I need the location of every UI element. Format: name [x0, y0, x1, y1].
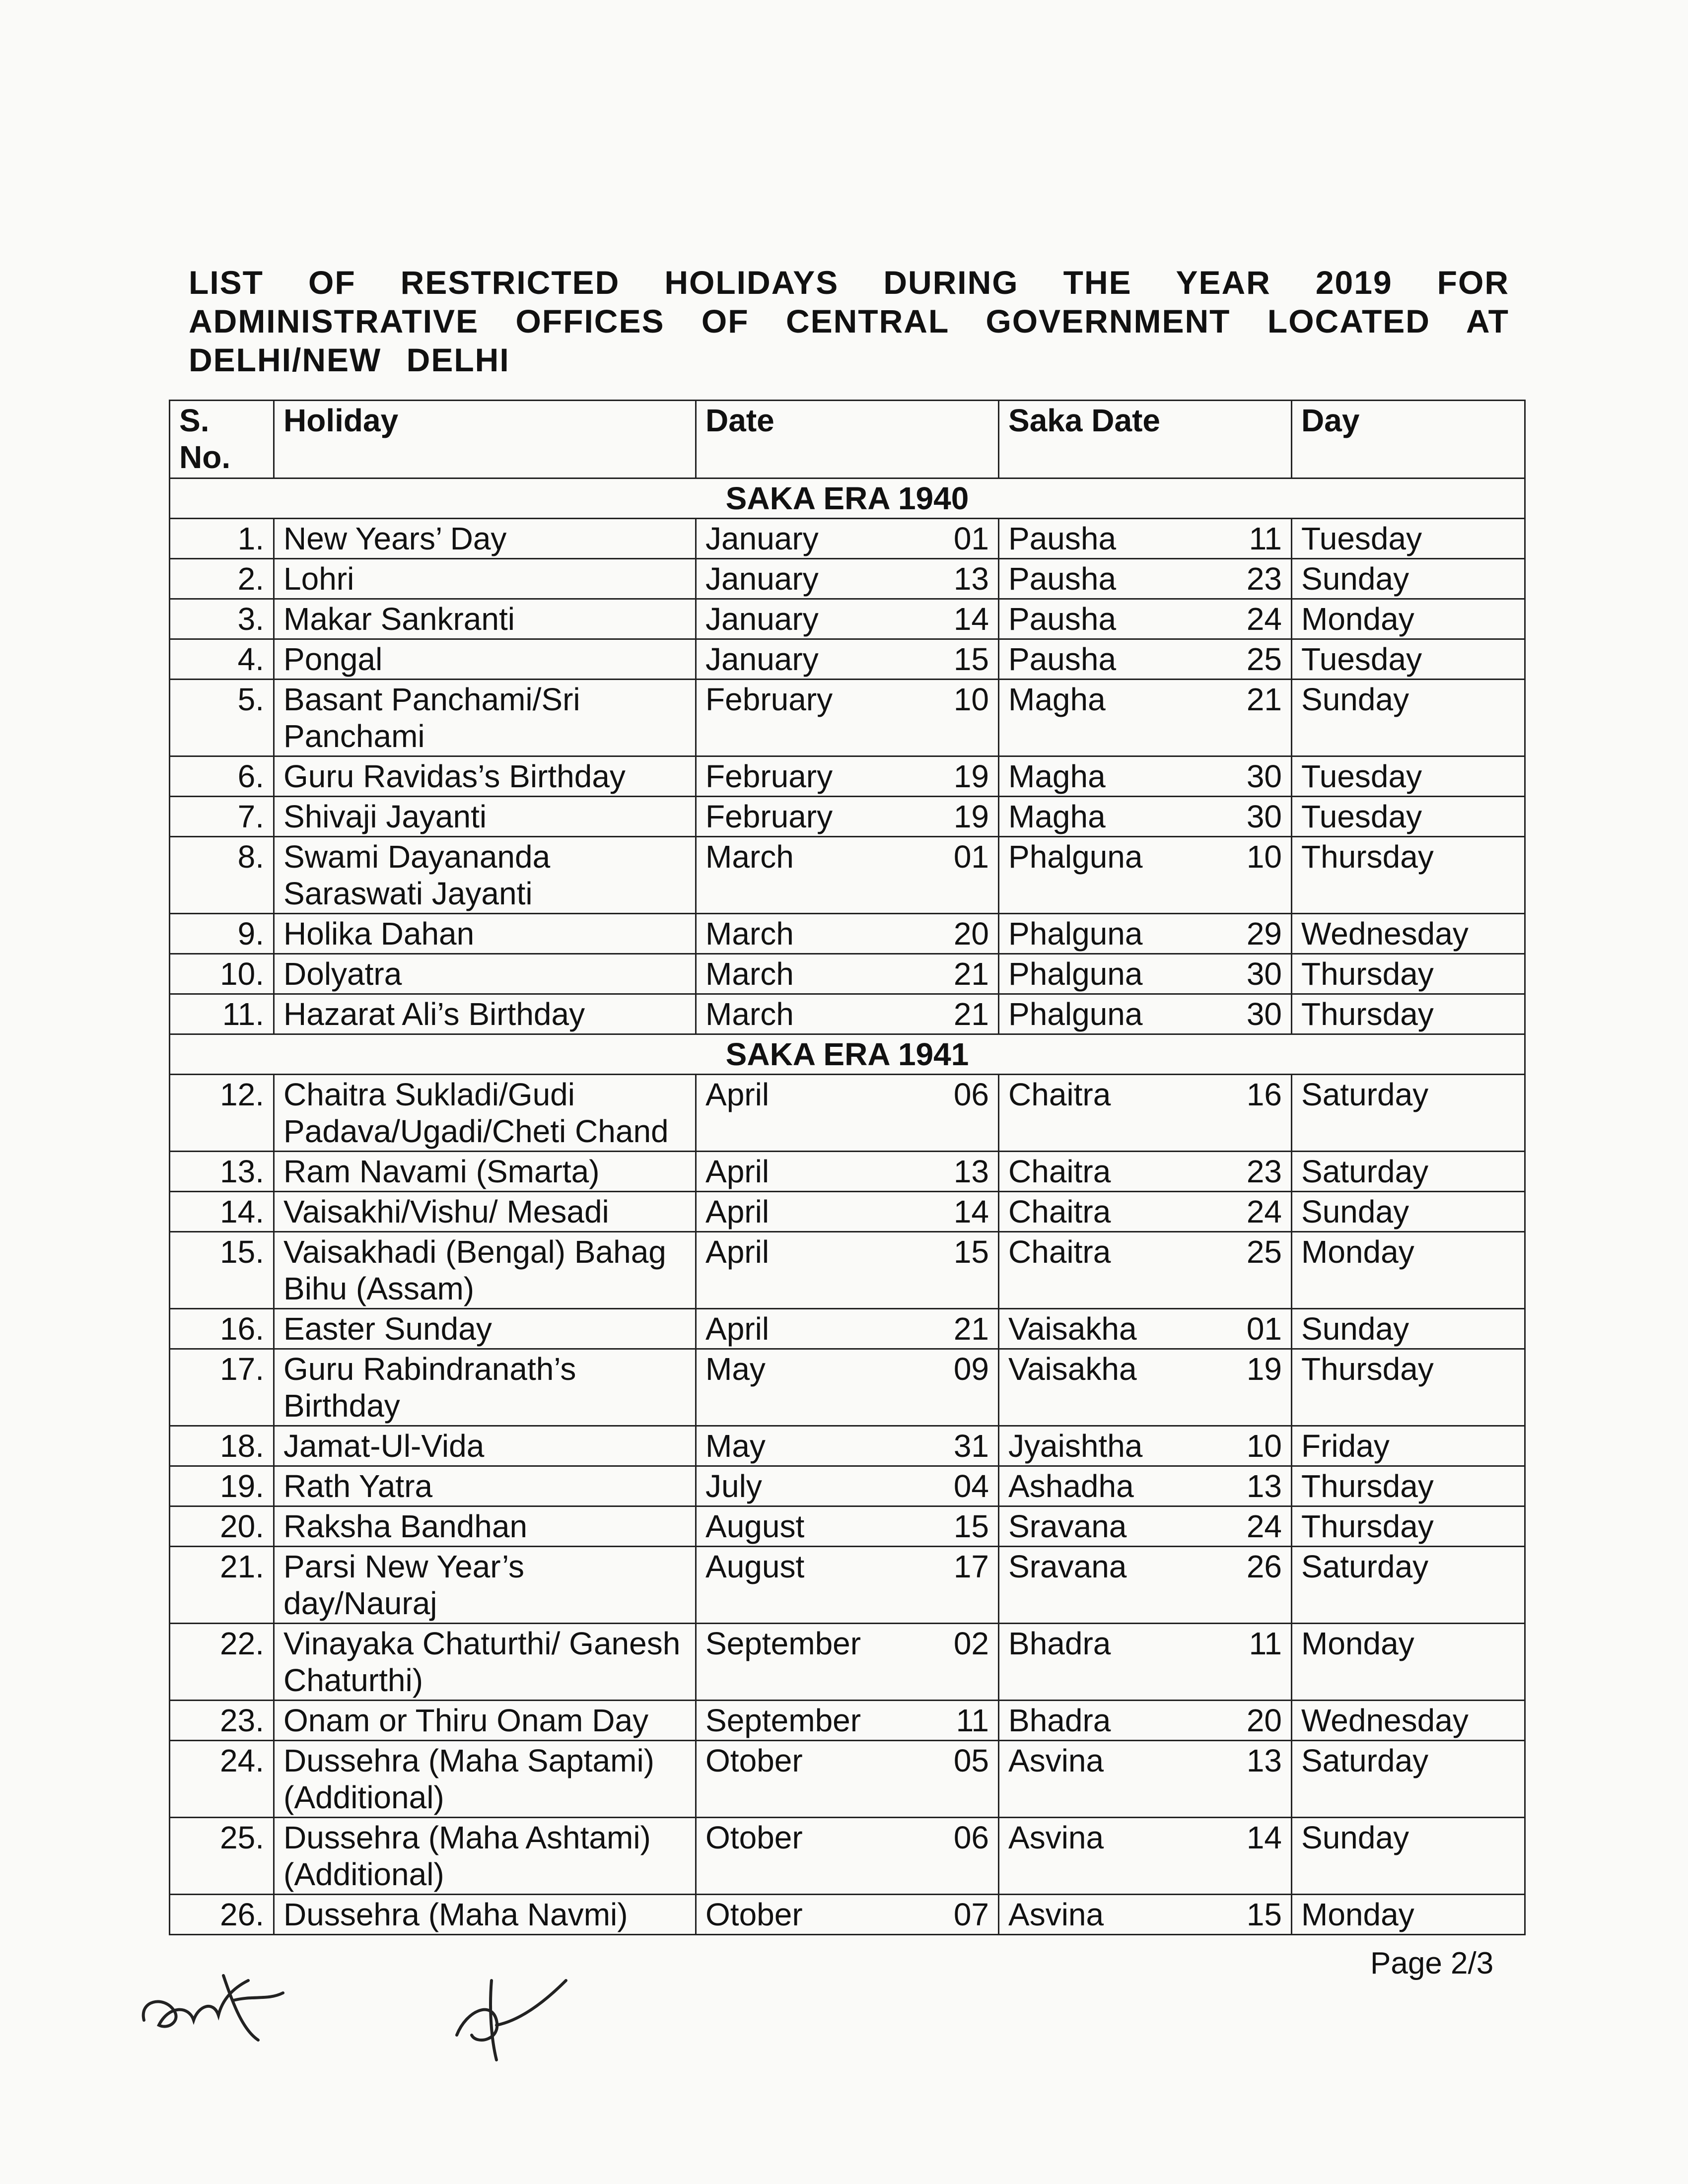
saka-date-cell — [999, 1701, 1292, 1741]
saka-month: Ashadha — [1008, 1468, 1134, 1504]
saka-date-cell — [999, 639, 1292, 680]
saka-day: 30 — [1246, 799, 1282, 834]
serial-number: 9. — [170, 914, 274, 954]
serial-number: 7. — [170, 797, 274, 837]
date-day: 20 — [953, 916, 989, 952]
weekday: Sunday — [1292, 680, 1525, 756]
table-body — [170, 478, 1525, 1935]
date-month: March — [705, 956, 794, 992]
saka-month: Chaitra — [1008, 1194, 1111, 1229]
saka-month: Asvina — [1008, 1897, 1104, 1932]
page-number: Page 2/3 — [1370, 1946, 1494, 1980]
saka-date-cell — [999, 954, 1292, 994]
date-cell — [696, 954, 999, 994]
date-month: September — [705, 1703, 861, 1738]
date-cell — [696, 1309, 999, 1349]
saka-day: 15 — [1246, 1897, 1282, 1932]
weekday: Wednesday — [1292, 1701, 1525, 1741]
date-month: April — [705, 1234, 770, 1270]
saka-month: Phalguna — [1008, 839, 1143, 875]
holiday-name: Parsi New Year’s day/Nauraj — [274, 1547, 696, 1624]
saka-month: Vaisakha — [1008, 1351, 1137, 1387]
serial-number: 14. — [170, 1192, 274, 1232]
saka-date-cell — [999, 1741, 1292, 1818]
date-day: 06 — [953, 1077, 989, 1112]
weekday: Thursday — [1292, 994, 1525, 1034]
serial-number: 15. — [170, 1232, 274, 1309]
serial-number: 24. — [170, 1741, 274, 1818]
saka-month: Sravana — [1008, 1508, 1127, 1544]
date-month: July — [705, 1468, 762, 1504]
holiday-name: Vaisakhadi (Bengal) Bahag Bihu (Assam) — [274, 1232, 696, 1309]
date-day: 15 — [953, 1508, 989, 1544]
document-title: LIST OF RESTRICTED HOLIDAYS DURING THE YEAR 2019 FOR ADMINISTRATIVE OFFICES OF CENTRAL GOVERNMENT LOCATED AT DELHI/NEW DELHI — [189, 264, 1509, 378]
date-day: 04 — [953, 1468, 989, 1504]
saka-month: Chaitra — [1008, 1154, 1111, 1189]
saka-month: Chaitra — [1008, 1077, 1111, 1112]
weekday: Monday — [1292, 1232, 1525, 1309]
date-month: February — [705, 758, 833, 794]
serial-number: 5. — [170, 680, 274, 756]
date-cell — [696, 1426, 999, 1466]
date-month: February — [705, 682, 833, 717]
date-cell — [696, 1506, 999, 1547]
weekday: Saturday — [1292, 1152, 1525, 1192]
date-day: 21 — [953, 956, 989, 992]
holiday-name: Easter Sunday — [274, 1309, 696, 1349]
holiday-name: Dolyatra — [274, 954, 696, 994]
saka-date-cell — [999, 1192, 1292, 1232]
date-cell — [696, 639, 999, 680]
saka-day: 26 — [1246, 1549, 1282, 1584]
table-row — [170, 1701, 1525, 1741]
saka-date-cell — [999, 1466, 1292, 1506]
era-heading: SAKA ERA 1941 — [170, 1034, 1525, 1075]
era-row — [170, 478, 1525, 519]
date-month: May — [705, 1351, 766, 1387]
saka-date-cell — [999, 680, 1292, 756]
date-day: 14 — [953, 601, 989, 637]
table-row — [170, 954, 1525, 994]
holiday-name: Rath Yatra — [274, 1466, 696, 1506]
serial-number: 3. — [170, 599, 274, 639]
holiday-name: Guru Rabindranath’s Birthday — [274, 1349, 696, 1426]
era-heading: SAKA ERA 1940 — [170, 478, 1525, 519]
saka-date-cell — [999, 1547, 1292, 1624]
date-month: March — [705, 839, 794, 875]
saka-day: 25 — [1246, 1234, 1282, 1270]
saka-date-cell — [999, 1075, 1292, 1152]
holiday-name: Dussehra (Maha Navmi) — [274, 1895, 696, 1935]
date-cell — [696, 994, 999, 1034]
signature-mark-2 — [437, 1961, 576, 2070]
table-row — [170, 1152, 1525, 1192]
weekday: Sunday — [1292, 1309, 1525, 1349]
saka-date-cell — [999, 1895, 1292, 1935]
serial-number: 2. — [170, 559, 274, 599]
saka-month: Phalguna — [1008, 916, 1143, 952]
saka-day: 30 — [1246, 996, 1282, 1032]
date-month: January — [705, 601, 819, 637]
date-day: 05 — [953, 1743, 989, 1778]
date-month: April — [705, 1194, 770, 1229]
saka-day: 20 — [1246, 1703, 1282, 1738]
table-row — [170, 797, 1525, 837]
header-day: Day — [1292, 401, 1525, 478]
date-day: 14 — [953, 1194, 989, 1229]
date-month: January — [705, 641, 819, 677]
date-day: 10 — [953, 682, 989, 717]
holiday-name: Raksha Bandhan — [274, 1506, 696, 1547]
table-row — [170, 599, 1525, 639]
date-day: 17 — [953, 1549, 989, 1584]
saka-date-cell — [999, 797, 1292, 837]
date-cell — [696, 559, 999, 599]
holiday-name: Vaisakhi/Vishu/ Mesadi — [274, 1192, 696, 1232]
weekday: Saturday — [1292, 1741, 1525, 1818]
saka-date-cell — [999, 1152, 1292, 1192]
date-cell — [696, 1624, 999, 1701]
saka-day: 19 — [1246, 1351, 1282, 1387]
serial-number: 25. — [170, 1818, 274, 1895]
date-month: April — [705, 1154, 770, 1189]
date-cell — [696, 1349, 999, 1426]
weekday: Friday — [1292, 1426, 1525, 1466]
serial-number: 10. — [170, 954, 274, 994]
saka-date-cell — [999, 1349, 1292, 1426]
date-month: March — [705, 996, 794, 1032]
holiday-name: Pongal — [274, 639, 696, 680]
date-day: 06 — [953, 1820, 989, 1855]
date-day: 15 — [953, 1234, 989, 1270]
date-cell — [696, 519, 999, 559]
weekday: Thursday — [1292, 1349, 1525, 1426]
saka-day: 24 — [1246, 601, 1282, 637]
date-cell — [696, 837, 999, 914]
holiday-name: Guru Ravidas’s Birthday — [274, 756, 696, 797]
saka-day: 24 — [1246, 1508, 1282, 1544]
date-day: 01 — [953, 839, 989, 875]
saka-month: Chaitra — [1008, 1234, 1111, 1270]
table-row — [170, 1192, 1525, 1232]
serial-number: 6. — [170, 756, 274, 797]
serial-number: 4. — [170, 639, 274, 680]
weekday: Tuesday — [1292, 519, 1525, 559]
saka-day: 25 — [1246, 641, 1282, 677]
saka-month: Vaisakha — [1008, 1311, 1137, 1347]
weekday: Sunday — [1292, 1192, 1525, 1232]
saka-day: 13 — [1246, 1743, 1282, 1778]
serial-number: 22. — [170, 1624, 274, 1701]
date-cell — [696, 1547, 999, 1624]
date-cell — [696, 1075, 999, 1152]
saka-month: Pausha — [1008, 601, 1117, 637]
date-month: April — [705, 1311, 770, 1347]
saka-day: 16 — [1246, 1077, 1282, 1112]
weekday: Saturday — [1292, 1075, 1525, 1152]
date-month: March — [705, 916, 794, 952]
table-row — [170, 639, 1525, 680]
serial-number: 13. — [170, 1152, 274, 1192]
saka-day: 10 — [1246, 839, 1282, 875]
saka-date-cell — [999, 1426, 1292, 1466]
table-row — [170, 1506, 1525, 1547]
date-cell — [696, 1152, 999, 1192]
saka-month: Bhadra — [1008, 1626, 1111, 1661]
table-row — [170, 680, 1525, 756]
table-row — [170, 559, 1525, 599]
table-row — [170, 1466, 1525, 1506]
saka-month: Jyaishtha — [1008, 1428, 1143, 1464]
table-row — [170, 1741, 1525, 1818]
holiday-name: New Years’ Day — [274, 519, 696, 559]
saka-date-cell — [999, 756, 1292, 797]
holiday-name: Lohri — [274, 559, 696, 599]
date-day: 19 — [953, 758, 989, 794]
saka-day: 30 — [1246, 956, 1282, 992]
date-month: April — [705, 1077, 770, 1112]
weekday: Monday — [1292, 1895, 1525, 1935]
saka-day: 11 — [1249, 1626, 1282, 1661]
weekday: Thursday — [1292, 1506, 1525, 1547]
holiday-name: Holika Dahan — [274, 914, 696, 954]
date-day: 02 — [953, 1626, 989, 1661]
date-cell — [696, 1466, 999, 1506]
era-row — [170, 1034, 1525, 1075]
saka-day: 29 — [1246, 916, 1282, 952]
weekday: Tuesday — [1292, 797, 1525, 837]
date-day: 21 — [953, 996, 989, 1032]
date-month: August — [705, 1508, 805, 1544]
serial-number: 20. — [170, 1506, 274, 1547]
date-cell — [696, 1895, 999, 1935]
weekday: Tuesday — [1292, 639, 1525, 680]
weekday: Thursday — [1292, 954, 1525, 994]
weekday: Wednesday — [1292, 914, 1525, 954]
saka-month: Magha — [1008, 799, 1106, 834]
saka-day: 23 — [1246, 1154, 1282, 1189]
date-day: 13 — [953, 1154, 989, 1189]
date-cell — [696, 680, 999, 756]
serial-number: 12. — [170, 1075, 274, 1152]
saka-date-cell — [999, 1818, 1292, 1895]
serial-number: 1. — [170, 519, 274, 559]
saka-month: Asvina — [1008, 1820, 1104, 1855]
table-row — [170, 1075, 1525, 1152]
saka-month: Asvina — [1008, 1743, 1104, 1778]
signature-mark-1 — [134, 1946, 298, 2065]
serial-number: 23. — [170, 1701, 274, 1741]
serial-number: 26. — [170, 1895, 274, 1935]
saka-date-cell — [999, 994, 1292, 1034]
saka-month: Magha — [1008, 682, 1106, 717]
holiday-name: Hazarat Ali’s Birthday — [274, 994, 696, 1034]
serial-number: 11. — [170, 994, 274, 1034]
table-row — [170, 1895, 1525, 1935]
table-row — [170, 519, 1525, 559]
saka-date-cell — [999, 559, 1292, 599]
date-day: 01 — [953, 521, 989, 556]
saka-day: 23 — [1246, 561, 1282, 597]
date-cell — [696, 797, 999, 837]
serial-number: 16. — [170, 1309, 274, 1349]
saka-day: 14 — [1246, 1820, 1282, 1855]
table-row — [170, 756, 1525, 797]
serial-number: 19. — [170, 1466, 274, 1506]
date-day: 09 — [953, 1351, 989, 1387]
table-header-row — [170, 401, 1525, 478]
date-cell — [696, 1701, 999, 1741]
saka-date-cell — [999, 914, 1292, 954]
table-row — [170, 914, 1525, 954]
saka-day: 13 — [1246, 1468, 1282, 1504]
date-day: 13 — [953, 561, 989, 597]
saka-month: Sravana — [1008, 1549, 1127, 1584]
holiday-name: Swami Dayananda Saraswati Jayanti — [274, 837, 696, 914]
table-row — [170, 994, 1525, 1034]
date-cell — [696, 756, 999, 797]
serial-number: 18. — [170, 1426, 274, 1466]
header-holiday: Holiday — [274, 401, 696, 478]
weekday: Thursday — [1292, 1466, 1525, 1506]
date-day: 21 — [953, 1311, 989, 1347]
holiday-name: Basant Panchami/Sri Panchami — [274, 680, 696, 756]
saka-month: Magha — [1008, 758, 1106, 794]
weekday: Tuesday — [1292, 756, 1525, 797]
saka-day: 01 — [1246, 1311, 1282, 1347]
saka-date-cell — [999, 837, 1292, 914]
saka-day: 21 — [1246, 682, 1282, 717]
holiday-name: Vinayaka Chaturthi/ Ganesh Chaturthi) — [274, 1624, 696, 1701]
saka-date-cell — [999, 599, 1292, 639]
saka-month: Pausha — [1008, 521, 1117, 556]
weekday: Thursday — [1292, 837, 1525, 914]
serial-number: 21. — [170, 1547, 274, 1624]
table-row — [170, 1309, 1525, 1349]
date-cell — [696, 599, 999, 639]
date-day: 07 — [953, 1897, 989, 1932]
saka-month: Pausha — [1008, 641, 1117, 677]
date-day: 31 — [953, 1428, 989, 1464]
date-day: 15 — [953, 641, 989, 677]
date-cell — [696, 1232, 999, 1309]
holiday-name: Ram Navami (Smarta) — [274, 1152, 696, 1192]
date-day: 11 — [956, 1703, 989, 1738]
saka-date-cell — [999, 1309, 1292, 1349]
date-cell — [696, 1818, 999, 1895]
holiday-name: Onam or Thiru Onam Day — [274, 1701, 696, 1741]
holiday-table — [169, 400, 1526, 1935]
saka-day: 24 — [1246, 1194, 1282, 1229]
header-sno: S. No. — [170, 401, 274, 478]
table-row — [170, 1818, 1525, 1895]
date-month: Otober — [705, 1820, 803, 1855]
date-cell — [696, 1741, 999, 1818]
saka-day: 30 — [1246, 758, 1282, 794]
date-month: January — [705, 521, 819, 556]
weekday: Monday — [1292, 599, 1525, 639]
header-saka-date: Saka Date — [999, 401, 1292, 478]
weekday: Saturday — [1292, 1547, 1525, 1624]
holiday-name: Dussehra (Maha Saptami) (Additional) — [274, 1741, 696, 1818]
date-day: 19 — [953, 799, 989, 834]
serial-number: 8. — [170, 837, 274, 914]
weekday: Monday — [1292, 1624, 1525, 1701]
date-month: August — [705, 1549, 805, 1584]
date-month: Otober — [705, 1897, 803, 1932]
table-row — [170, 1624, 1525, 1701]
date-month: September — [705, 1626, 861, 1661]
saka-day: 10 — [1246, 1428, 1282, 1464]
saka-month: Pausha — [1008, 561, 1117, 597]
date-month: January — [705, 561, 819, 597]
saka-month: Phalguna — [1008, 996, 1143, 1032]
saka-date-cell — [999, 1506, 1292, 1547]
header-date: Date — [696, 401, 999, 478]
date-month: Otober — [705, 1743, 803, 1778]
table-row — [170, 1349, 1525, 1426]
holiday-name: Dussehra (Maha Ashtami) (Additional) — [274, 1818, 696, 1895]
date-month: May — [705, 1428, 766, 1464]
saka-date-cell — [999, 1624, 1292, 1701]
date-month: February — [705, 799, 833, 834]
table-row — [170, 1547, 1525, 1624]
holiday-name: Chaitra Sukladi/Gudi Padava/Ugadi/Cheti Chand — [274, 1075, 696, 1152]
saka-month: Bhadra — [1008, 1703, 1111, 1738]
date-cell — [696, 914, 999, 954]
date-cell — [696, 1192, 999, 1232]
saka-date-cell — [999, 1232, 1292, 1309]
holiday-name: Makar Sankranti — [274, 599, 696, 639]
table-row — [170, 1232, 1525, 1309]
saka-date-cell — [999, 519, 1292, 559]
table-row — [170, 1426, 1525, 1466]
weekday: Sunday — [1292, 559, 1525, 599]
serial-number: 17. — [170, 1349, 274, 1426]
weekday: Sunday — [1292, 1818, 1525, 1895]
holiday-name: Shivaji Jayanti — [274, 797, 696, 837]
table-row — [170, 837, 1525, 914]
saka-day: 11 — [1249, 521, 1282, 556]
saka-month: Phalguna — [1008, 956, 1143, 992]
holiday-name: Jamat-Ul-Vida — [274, 1426, 696, 1466]
